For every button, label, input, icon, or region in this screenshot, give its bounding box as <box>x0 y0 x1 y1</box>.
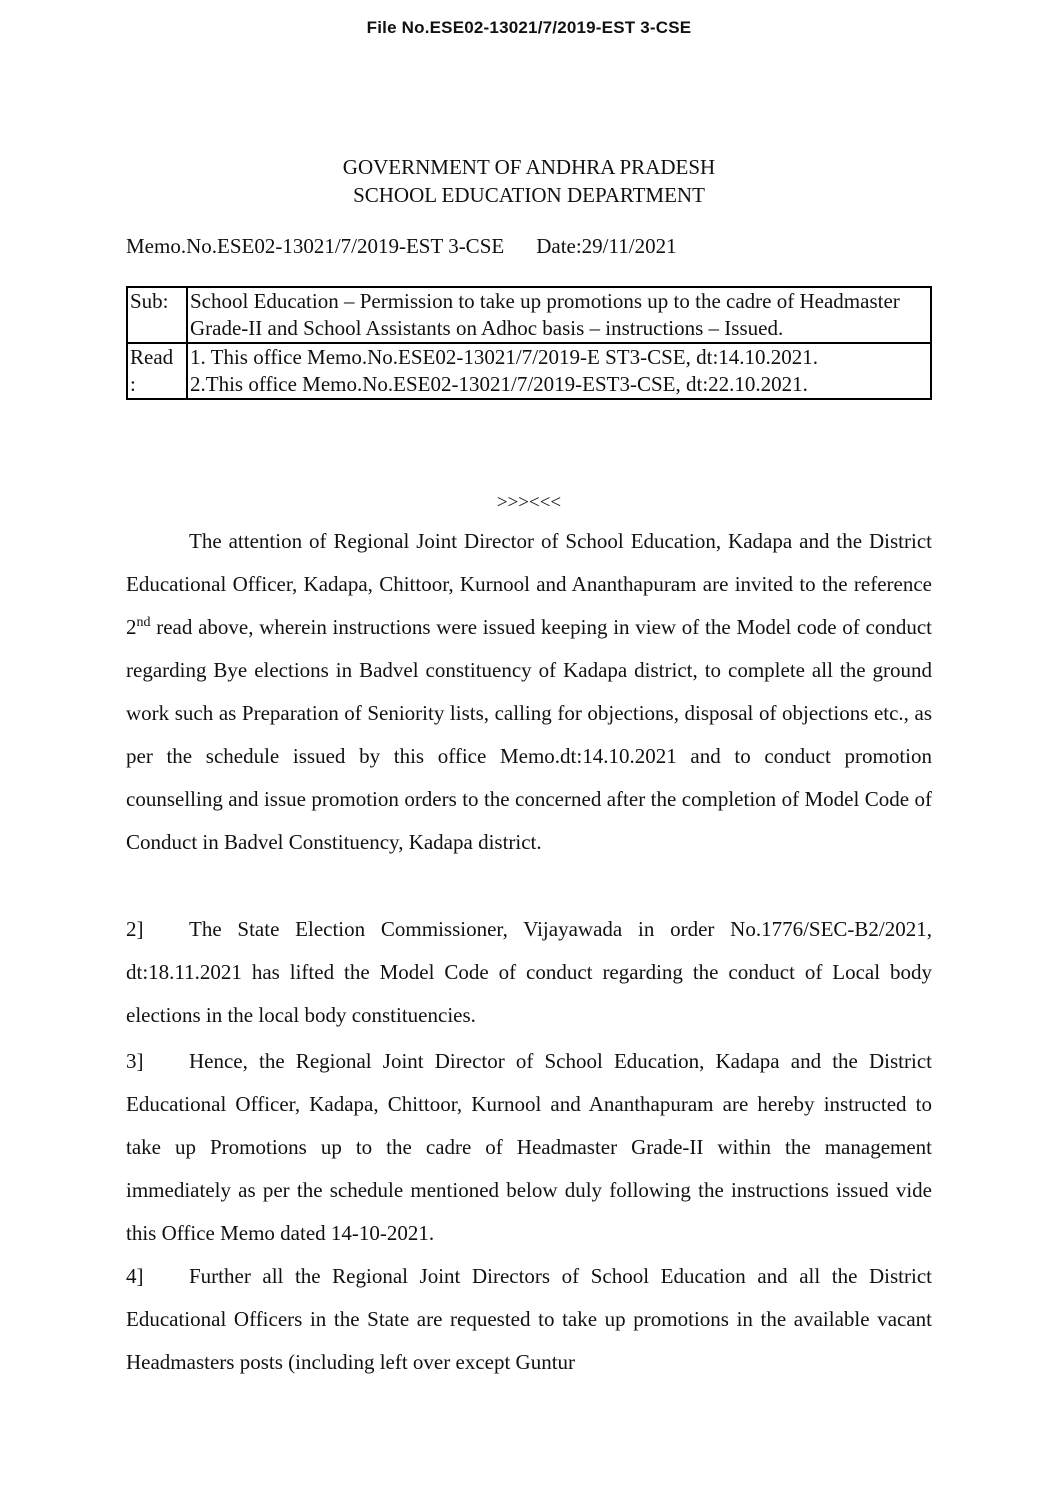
subject-row <box>127 287 931 343</box>
paragraph-1-part-a: The attention of Regional Joint Director of School Education, Kadapa and the District Educational Officer, Kadapa, Chittoor, Kurnool and Ananthapuram are invited to the reference 2 <box>126 529 932 639</box>
file-number: File No.ESE02-13021/7/2019-EST 3-CSE <box>366 18 692 37</box>
paragraph-3-text <box>126 1040 932 1255</box>
paragraph-1 <box>126 520 932 864</box>
paragraph-3-number: 3] <box>126 1049 144 1073</box>
read-label: Read : <box>127 343 187 399</box>
paragraph-4-text <box>126 1255 932 1384</box>
paragraph-3-body: Hence, the Regional Joint Director of School Education, Kadapa and the District Educational Officer, Kadapa, Chittoor, Kurnool and Ananthapuram are hereby instructed to take up Promotions up to the cadre of Headmaster Grade-II within the management immediately as per the schedule mentioned below duly following the instructions issued vide this Office Memo dated 14-10-2021. <box>126 1049 932 1245</box>
paragraph-4-number: 4] <box>126 1264 144 1288</box>
read-row <box>127 343 931 399</box>
paragraph-1-text <box>126 520 932 864</box>
memo-date: Date:29/11/2021 <box>536 234 677 258</box>
paragraph-1-part-b: read above, wherein instructions were issued keeping in view of the Model code of conduct regarding Bye elections in Badvel constituency of Kadapa district, to complete all the ground work such as Preparation of Seniority lists, calling for objections, disposal of objections etc., as per the schedule issued by this office Memo.dt:14.10.2021 and to conduct promotion counselling and issue promotion orders to the concerned after the completion of Model Code of Conduct in Badvel Constituency, Kadapa district. <box>126 615 932 854</box>
paragraph-2-number: 2] <box>126 917 144 941</box>
paragraph-2-text <box>126 908 932 1037</box>
paragraph-2 <box>126 908 932 1037</box>
paragraph-4-body: Further all the Regional Joint Directors of School Education and all the District Educational Officers in the State are requested to take up promotions in the available vacant Headmasters posts (including left over except Guntur <box>126 1264 932 1374</box>
paragraph-2-body: The State Election Commissioner, Vijayawada in order No.1776/SEC-B2/2021, dt:18.11.2021 has lifted the Model Code of conduct regarding the conduct of Local body elections in the local body constituencies. <box>126 917 932 1027</box>
department-heading: SCHOOL EDUCATION DEPARTMENT <box>353 183 705 207</box>
read-references <box>187 343 931 399</box>
reference-table <box>126 286 932 400</box>
reference-2: 2.This office Memo.No.ESE02-13021/7/2019-EST3-CSE, dt:22.10.2021. <box>190 372 808 396</box>
memo-line <box>126 234 677 259</box>
paragraph-3 <box>126 1040 932 1255</box>
memo-number: Memo.No.ESE02-13021/7/2019-EST 3-CSE <box>126 234 505 258</box>
reference-1: 1. This office Memo.No.ESE02-13021/7/2019-E ST3-CSE, dt:14.10.2021. <box>190 345 819 369</box>
subject-label: Sub: <box>127 287 187 343</box>
subject-text: School Education – Permission to take up promotions up to the cadre of Headmaster Grade-II and School Assistants on Adhoc basis – instructions – Issued. <box>187 287 931 343</box>
section-separator: >>><<< <box>496 492 562 513</box>
government-heading: GOVERNMENT OF ANDHRA PRADESH <box>342 155 716 179</box>
paragraph-4 <box>126 1255 932 1384</box>
ordinal-superscript: nd <box>136 615 151 630</box>
